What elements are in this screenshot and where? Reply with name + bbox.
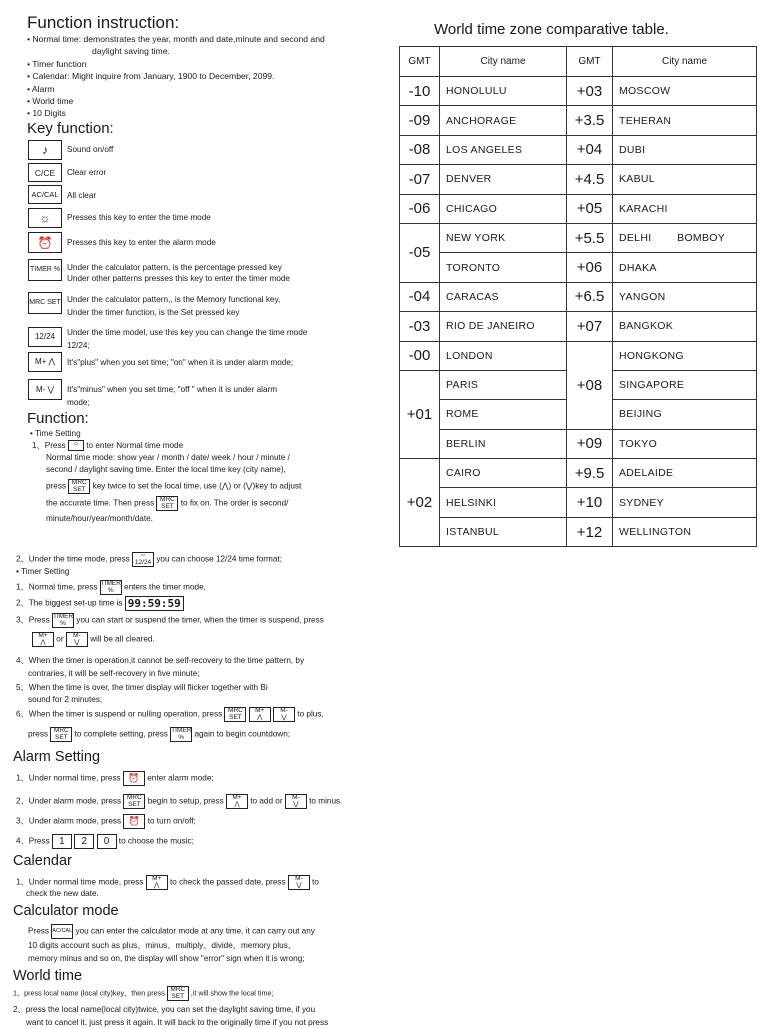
key-description: All clear (67, 191, 97, 200)
key-description: 12/24; (67, 341, 90, 350)
world-time-table (399, 46, 757, 547)
city-cell: KABUL (613, 165, 757, 194)
step-text: or (56, 634, 64, 644)
gmt-cell: +5.5 (567, 223, 613, 252)
column-header: GMT (400, 47, 440, 77)
step-text: to (312, 877, 319, 887)
mrc-set-key-icon: MRC SET (68, 479, 90, 494)
timer-step (16, 596, 184, 611)
timer-percent-key-icon: TIMER % (52, 613, 74, 627)
city-cell: ISTANBUL (440, 517, 567, 546)
city-cell: DHAKA (613, 253, 757, 282)
alarm-key-icon: ⏰ (28, 232, 62, 253)
city-cell: MOSCOW (613, 77, 757, 106)
step-text: enter alarm mode; (147, 773, 214, 783)
bullet-item: • 10 Digits (27, 108, 66, 119)
time-setting-heading: • Time Setting (30, 429, 81, 438)
table-row (400, 194, 757, 223)
gmt-cell: +02 (400, 459, 440, 547)
city-cell: TOKYO (613, 429, 757, 458)
city-cell: BANGKOK (613, 312, 757, 341)
city-cell: BERLIN (440, 429, 567, 458)
time-setting-paragraph (46, 452, 376, 476)
alarm-step (16, 834, 194, 849)
m-minus-key-icon: M- ⋁ (288, 875, 310, 890)
city-cell: DENVER (440, 165, 567, 194)
step-text: to choose the music; (118, 836, 194, 846)
step-text: 3、Under alarm mode, press (16, 816, 122, 826)
timer-step: 4、When the timer is operation,it cannot be self-recovery to the time pattern, by (16, 656, 305, 665)
m-minus-key-icon: M- ⋁ (285, 794, 307, 809)
digit-key-2: 2 (74, 834, 94, 849)
12-24-key-icon: ＝ 12/24 (132, 552, 154, 567)
city-cell: ANCHORAGE (440, 106, 567, 135)
city-cell: NEW YORK (440, 223, 567, 252)
time-setting-press-line (46, 479, 386, 494)
time-setting-step (32, 440, 183, 452)
city-cell: LONDON (440, 341, 567, 370)
step-text: the accurate time. Then press (46, 498, 155, 508)
step-text: you can choose 12/24 time format; (156, 554, 282, 564)
timer-step (16, 613, 324, 628)
all-clear-key-icon: AC/CAL (51, 924, 73, 939)
timer-step (28, 727, 290, 742)
table-row (400, 77, 757, 106)
city-cell: RIO DE JANEIRO (440, 312, 567, 341)
world-time-step: 2、press the local name(local city)twice, you can set the daylight saving time, if you (13, 1005, 316, 1014)
city-cell: HELSINKI (440, 488, 567, 517)
table-row (400, 223, 757, 252)
city-cell: CARACAS (440, 282, 567, 311)
sound-key-icon: ♪ (28, 140, 62, 160)
time-format-step (16, 552, 282, 567)
gmt-cell: +6.5 (567, 282, 613, 311)
timer-display: 99:59:59 (125, 596, 184, 611)
step-text: 4、Press (16, 836, 50, 846)
world-time-step: want to cancel it, just press it again. It will back to the originally time if you not press (26, 1018, 329, 1027)
gmt-cell: +04 (567, 135, 613, 164)
mrc-set-key-icon: MRC SET (28, 292, 62, 314)
step-text: to plus, (297, 709, 324, 719)
table-row (400, 429, 757, 458)
step-text: begin to setup, press (147, 796, 224, 806)
table-row (400, 459, 757, 488)
step-text: press (46, 481, 67, 491)
step-text: will be all cleared. (90, 634, 155, 644)
city-cell: YANGON (613, 282, 757, 311)
city-cell: SINGAPORE (613, 370, 757, 399)
city-cell: DUBI (613, 135, 757, 164)
key-function-title: Key function: (27, 120, 114, 137)
step-text: to minus. (309, 796, 343, 806)
gmt-cell: -08 (400, 135, 440, 164)
step-text: to turn on/off; (147, 816, 196, 826)
time-setting-order: minute/hour/year/month/date. (46, 514, 153, 523)
table-row (400, 253, 757, 282)
gmt-cell: +9.5 (567, 459, 613, 488)
step-text: you can enter the calculator mode at any time, it can carry out any (75, 926, 315, 936)
city-cell: ADELAIDE (613, 459, 757, 488)
step-text: 2、Under the time mode, press (16, 554, 130, 564)
key-description: mode; (67, 398, 90, 407)
alarm-step (16, 814, 196, 829)
city-cell: BEIJING (613, 400, 757, 429)
paragraph-line: second / daylight saving time. Enter the local time key (city name), (46, 465, 286, 474)
alarm-step (16, 771, 214, 786)
step-text: to add or (250, 796, 283, 806)
bullet-item: • Calendar: Might inquire from January, 1900 to December, 2099. (27, 71, 275, 82)
mrc-set-key-icon: MRC SET (123, 794, 145, 809)
step-text: enters the timer mode, (124, 582, 206, 592)
alarm-key-icon: ⏰ (123, 814, 145, 829)
gmt-cell: -07 (400, 165, 440, 194)
bullet-item: • Alarm (27, 83, 55, 94)
key-description: Under the timer function, is the Set pressed key (67, 308, 240, 317)
city-cell: KARACHI (613, 194, 757, 223)
paragraph-line: Normal time mode: show year / month / date/ week / hour / minute / (46, 453, 290, 462)
key-description: It's"plus" when you set time; "on" when it is under alarm mode; (67, 358, 294, 367)
timer-percent-key-icon: TIMER % (100, 580, 121, 594)
step-text: 2、Under alarm mode, press (16, 796, 122, 806)
step-text: key twice to set the local time, use (⋀) or (⋁)key to adjust (92, 481, 302, 491)
mrc-set-key-icon: MRC SET (167, 986, 189, 1001)
city-cell: SYDNEY (613, 488, 757, 517)
key-description: Presses this key to enter the time mode (67, 213, 211, 222)
timer-step: contraries, it will be self-recovery in five minute; (28, 669, 200, 678)
bullet-item: • World time (27, 96, 74, 107)
m-plus-key-icon: M+ ⋀ (226, 794, 248, 809)
calculator-step: 10 digits account such as plus、minus、multiply、divide、memory plus、 (28, 941, 297, 950)
city-cell: CAIRO (440, 459, 567, 488)
bullet-item: • Normal time: demonstrates the year, month and date,minute and second and (27, 34, 325, 44)
step-text: again to begin countdown; (194, 729, 291, 739)
digit-key-0: 0 (97, 834, 117, 849)
gmt-cell: -10 (400, 77, 440, 106)
timer-percent-key-icon: TIMER % (28, 259, 62, 281)
calculator-step (28, 924, 315, 939)
city-cell: HONOLULU (440, 77, 567, 106)
table-row (400, 282, 757, 311)
key-description: Under the calculator pattern, is the percentage pressed key (67, 263, 282, 272)
timer-step: sound for 2 minutes; (28, 695, 103, 704)
bullet-item: daylight saving time. (92, 46, 170, 57)
gmt-cell: +06 (567, 253, 613, 282)
m-minus-key-icon: M- ⋁ (273, 707, 295, 722)
step-text: 1、Under normal time, press (16, 773, 121, 783)
alarm-step (16, 794, 342, 809)
step-text: 2、The biggest set-up time is (16, 598, 123, 608)
calendar-step: check the new date. (26, 889, 99, 898)
city-cell: HONGKONG (613, 341, 757, 370)
gmt-cell: -09 (400, 106, 440, 135)
table-header-row (400, 47, 757, 77)
step-text: 1、Press (32, 441, 66, 450)
timer-step (32, 632, 155, 647)
all-clear-key-icon: AC/CAL (28, 185, 62, 204)
step-text: 3、Press (16, 615, 50, 625)
world-time-title: World time (13, 968, 83, 984)
m-minus-key-icon: M- ⋁ (66, 632, 88, 647)
gmt-cell: +03 (567, 77, 613, 106)
gmt-cell: +4.5 (567, 165, 613, 194)
step-text: 1、press local name (local city)key，then press (13, 988, 165, 998)
key-description: Under other patterns presses this key to enter the timer mode (67, 274, 290, 283)
gmt-cell: -04 (400, 282, 440, 311)
gmt-cell: +01 (400, 370, 440, 458)
m-plus-key-icon: M+ ⋀ (146, 875, 168, 890)
table-row (400, 106, 757, 135)
gmt-cell: -00 (400, 341, 440, 370)
function-title: Function: (27, 410, 89, 427)
table-row (400, 341, 757, 370)
city-cell: TORONTO (440, 253, 567, 282)
gmt-cell: +08 (567, 341, 613, 429)
mrc-set-key-icon: MRC SET (224, 707, 246, 722)
city-cell: DELHI BOMBOY (613, 223, 757, 252)
mrc-set-key-icon: MRC SET (50, 727, 72, 742)
gmt-cell: +10 (567, 488, 613, 517)
mrc-set-key-icon: MRC SET (156, 496, 178, 511)
time-setting-press-line (46, 496, 386, 511)
city-cell: ROME (440, 400, 567, 429)
step-text: to complete setting, press (74, 729, 168, 739)
time-mode-key-icon: ☼ (68, 440, 84, 451)
timer-setting-heading: • Timer Setting (16, 567, 70, 576)
clear-error-key-icon: C/CE (28, 163, 62, 182)
gmt-cell: +05 (567, 194, 613, 223)
step-text: Press (28, 926, 49, 936)
step-text: press (28, 729, 49, 739)
function-bullets (27, 33, 372, 120)
world-time-step (13, 986, 273, 1001)
bullet-item: • Timer function (27, 58, 87, 69)
time-mode-key-icon: ☼ (28, 208, 62, 228)
city-cell: LOS ANGELES (440, 135, 567, 164)
key-description: Under the calculator pattern,, is the Memory functional key, (67, 295, 281, 304)
table-row (400, 165, 757, 194)
key-description: Under the time model, use this key you can change the time mode (67, 328, 308, 337)
column-header: City name (440, 47, 567, 77)
digit-key-1: 1 (52, 834, 72, 849)
step-text: ,it will show the local time; (190, 988, 274, 998)
world-time-table-title: World time zone comparative table. (434, 21, 669, 38)
step-text: to fix on. The order is second/ (180, 498, 289, 508)
gmt-cell: -06 (400, 194, 440, 223)
alarm-setting-title: Alarm Setting (13, 749, 101, 765)
m-plus-key-icon: M+ ⋀ (28, 352, 62, 372)
timer-step (16, 707, 324, 722)
timer-percent-key-icon: TIMER % (171, 727, 192, 741)
city-cell: CHICAGO (440, 194, 567, 223)
step-text: 1、Under normal time mode, press (16, 877, 144, 887)
key-description: Presses this key to enter the alarm mode (67, 238, 216, 247)
column-header: GMT (567, 47, 613, 77)
calculator-step: memory minus and so on, the display will show "error" sign when it is wrong; (28, 954, 305, 963)
m-minus-key-icon: M- ⋁ (28, 379, 62, 400)
table-row (400, 312, 757, 341)
city-cell: PARIS (440, 370, 567, 399)
key-description: It's"minus" when you set time; "off " when it is under alarm (67, 385, 278, 394)
key-description: Clear error (67, 168, 107, 177)
key-description: Sound on/off (67, 145, 114, 154)
timer-step (16, 580, 206, 595)
gmt-cell: +12 (567, 517, 613, 546)
calendar-title: Calendar (13, 853, 72, 869)
table-row (400, 517, 757, 546)
function-instruction-title: Function instruction: (27, 13, 180, 32)
step-text: you can start or suspend the timer, when the timer is suspend, press (76, 615, 324, 625)
column-header: City name (613, 47, 757, 77)
gmt-cell: +09 (567, 429, 613, 458)
gmt-cell: +07 (567, 312, 613, 341)
step-text: to enter Normal time mode (86, 441, 184, 450)
m-plus-key-icon: M+ ⋀ (32, 632, 54, 647)
12-24-key-icon: 12/24 (28, 327, 62, 347)
m-plus-key-icon: M+ ⋀ (249, 707, 271, 722)
table-row (400, 135, 757, 164)
calculator-mode-title: Calculator mode (13, 903, 119, 919)
gmt-cell: -05 (400, 223, 440, 282)
city-cell: TEHERAN (613, 106, 757, 135)
gmt-cell: -03 (400, 312, 440, 341)
table-row (400, 488, 757, 517)
alarm-key-icon: ⏰ (123, 771, 145, 786)
timer-step: 5、When the time is over, the timer display will flicker together with Bi (16, 683, 268, 692)
step-text: 1、Normal time, press (16, 582, 98, 592)
step-text: 6、When the timer is suspend or nulling operation, press (16, 709, 223, 719)
city-cell: WELLINGTON (613, 517, 757, 546)
gmt-cell: +3.5 (567, 106, 613, 135)
step-text: to check the passed date, press (169, 877, 286, 887)
